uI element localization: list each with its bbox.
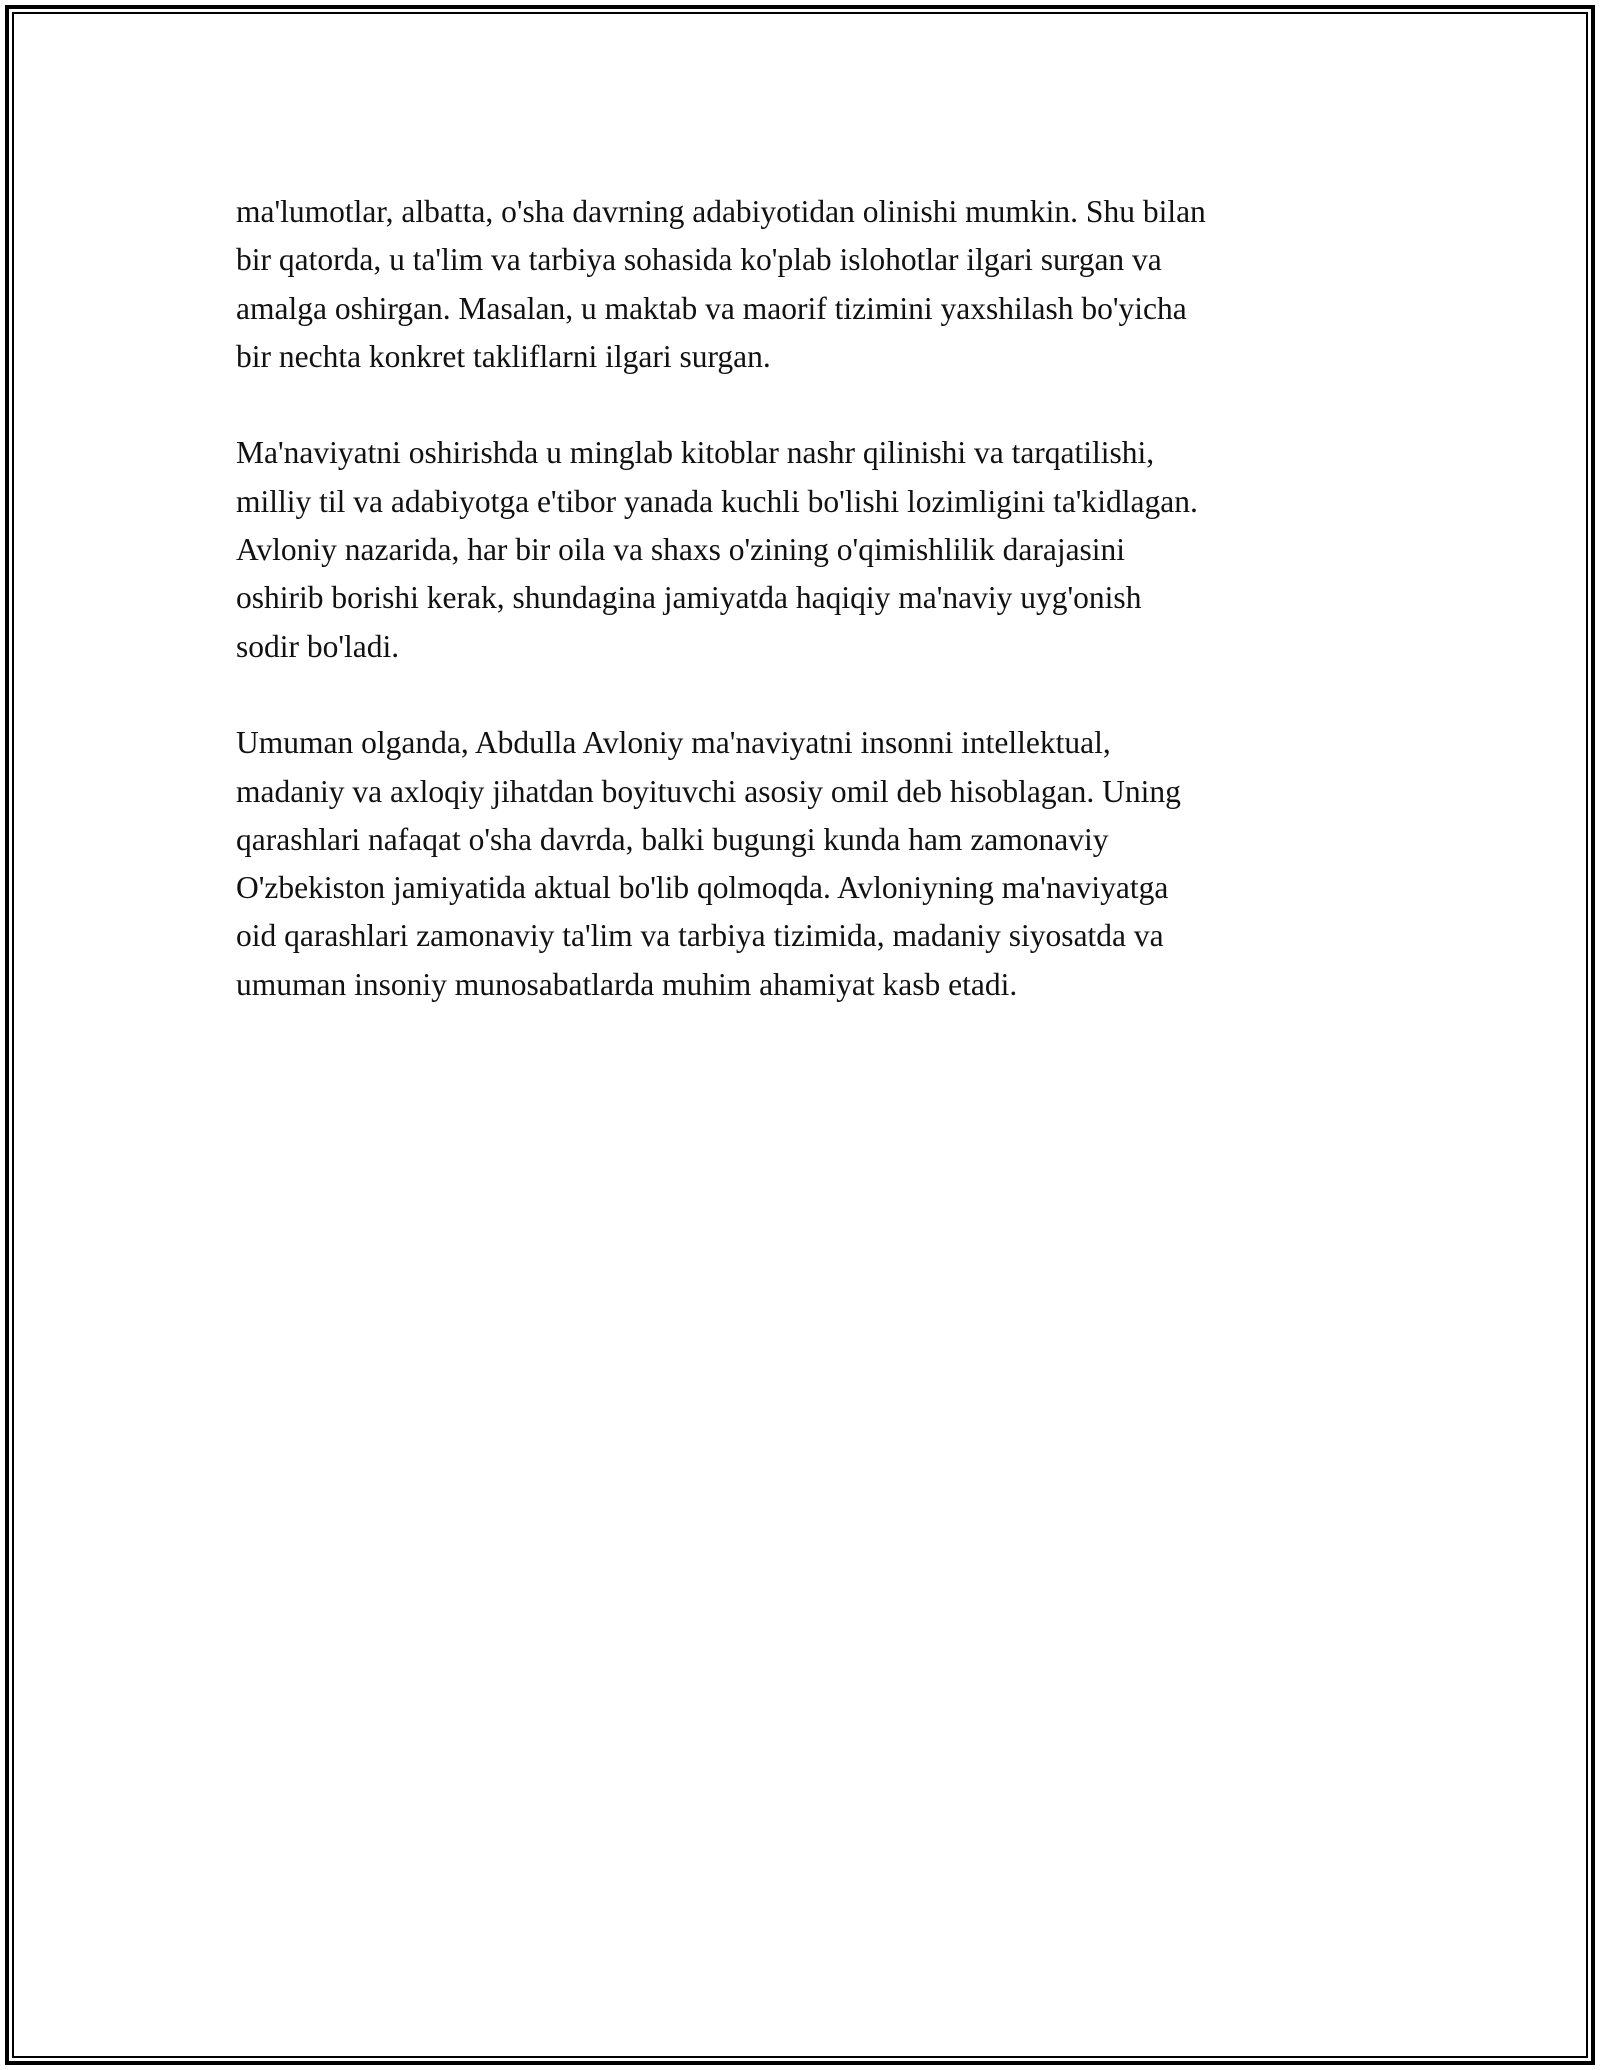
- document-body: [236, 188, 1376, 1009]
- paragraph-2: Ma'naviyatni oshirishda u minglab kitoblar nashr qilinishi va tarqatilishi, milliy til va adabiyotga e'tibor yanada kuchli bo'lishi lozimligini ta'kidlagan. Avloniy nazarida, har bir oila va shaxs o'zining o'qimishlilik darajasini oshirib borishi kerak, shundagina jamiyatda haqiqiy ma'naviy uyg'onish sodir bo'ladi.: [236, 435, 1198, 664]
- paragraph-1: ma'lumotlar, albatta, o'sha davrning adabiyotidan olinishi mumkin. Shu bilan bir qatorda, u ta'lim va tarbiya sohasida ko'plab islohotlar ilgari surgan va amalga oshirgan. Masalan, u maktab va maorif tizimini yaxshilash bo'yicha bir nechta konkret takliflarni ilgari surgan.: [236, 194, 1206, 374]
- paragraph-3: Umuman olganda, Abdulla Avloniy ma'naviyatni insonni intellektual, madaniy va axloqiy jihatdan boyituvchi asosiy omil deb hisoblagan. Uning qarashlari nafaqat o'sha davrda, balki bugungi kunda ham zamonaviy O'zbekiston jamiyatida aktual bo'lib qolmoqda. Avloniyning ma'naviyatga oid qarashlari zamonaviy ta'lim va tarbiya tizimida, madaniy siyosatda va umuman insoniy munosabatlarda muhim ahamiyat kasb etadi.: [236, 725, 1181, 1002]
